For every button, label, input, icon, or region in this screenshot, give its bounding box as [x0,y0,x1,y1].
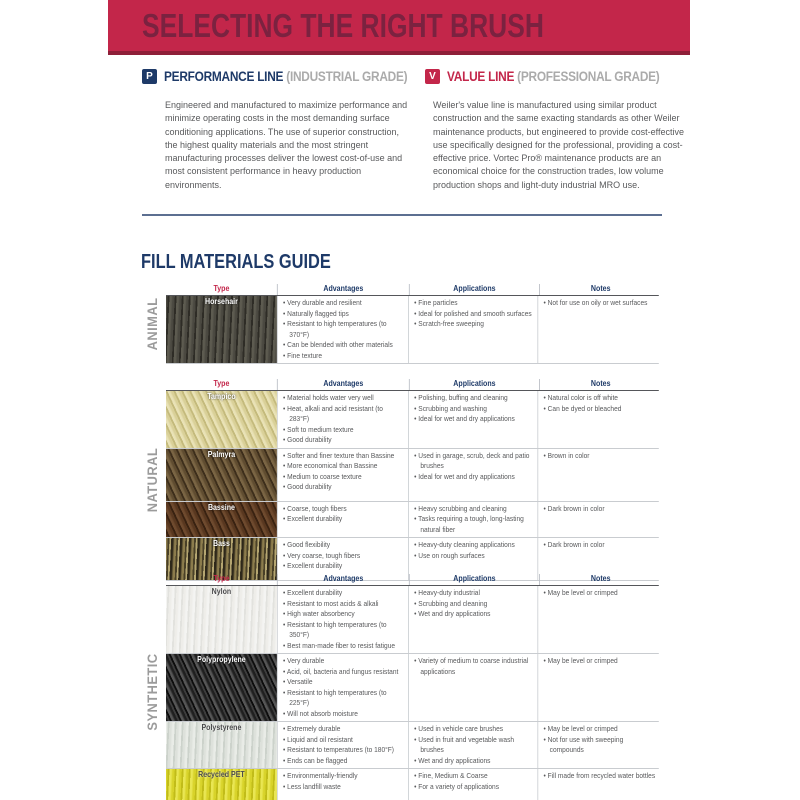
material-name: Bass [213,539,230,548]
material-swatch-image [166,296,277,363]
value-subtitle-text: (PROFESSIONAL GRADE) [517,69,660,84]
material-row-tampico [166,391,659,449]
material-name: Horsehair [204,297,238,306]
notes-cell [537,586,658,653]
advantages-item: • Coarse, tough fibers [283,503,347,513]
performance-line-heading [142,68,441,85]
applications-item: • For a variety of applications [414,781,500,791]
notes-cell [537,722,658,768]
applications-item: • Scratch-free sweeping [414,319,484,328]
advantages-item: • Very coarse, tough fibers [283,550,361,560]
advantages-item: • Resistant to temperatures (to 180°F) [283,745,395,754]
section-divider [142,214,662,216]
material-name: Polypropylene [197,655,246,664]
performance-badge-icon: P [142,69,157,84]
notes-item: • May be level or crimped [543,656,618,665]
column-header-notes: Notes [539,574,661,585]
material-row-nylon [166,586,659,654]
applications-cell [408,502,537,538]
material-section-synthetic [138,574,726,800]
value-line-description: Weiler's value line is manufactured using similar product construction and the same exacting standards as other Weiler maintenance products, but engineered to provide cost-effective use specifically designed for the professional, providing a cost-effective price. Vortec Pro® maintenance products are an economical choice for the construction trades, low volume production shops and light-duty industrial MRO use. [433,100,684,190]
advantages-item: • Less landfill waste [283,781,341,791]
notes-cell [537,296,658,363]
fill-materials-guide-title: FILL MATERIALS GUIDE [141,251,331,273]
material-swatch-image [166,769,277,800]
notes-item: • Brown in color [543,450,590,460]
advantages-item: • Softer and finer texture than Bassine [283,450,395,460]
material-swatch-image [166,586,277,653]
notes-cell [537,769,658,800]
applications-item: • Fine, Medium & Coarse [414,771,488,780]
advantages-item: • High water absorbency [283,609,355,618]
material-swatch-image [166,654,277,721]
performance-title-text: PERFORMANCE LINE [164,69,284,84]
applications-item: • Ideal for polished and smooth surfaces [414,308,532,318]
advantages-item: • Naturally flagged tips [283,308,349,318]
material-swatch-image [166,391,277,448]
advantages-item: • Very durable [283,656,325,665]
advantages-cell [277,391,408,448]
column-header-advantages: Advantages [277,574,409,585]
advantages-item: • Resistant to most acids & alkali [283,598,379,608]
material-name: Recycled PET [198,770,245,779]
advantages-item: • Good durability [283,435,332,444]
material-swatch-image [166,722,277,768]
advantages-item: • More economical than Bassine [283,461,378,470]
applications-item: • Used in garage, scrub, deck and patio brushes [414,450,530,470]
advantages-cell [277,502,408,538]
page-title: SELECTING THE RIGHT BRUSH [142,7,544,44]
notes-item: • May be level or crimped [543,724,618,733]
advantages-cell [277,722,408,768]
applications-item: • Variety of medium to coarse industrial applications [414,656,529,676]
applications-item: • Heavy-duty cleaning applications [414,540,515,549]
column-header-notes: Notes [539,284,661,295]
applications-cell [408,586,537,653]
applications-item: • Heavy-duty industrial [414,588,480,597]
page-header-banner [108,0,690,55]
material-row-bassine [166,502,659,539]
material-row-polypropylene [166,654,659,722]
notes-item: • Natural color is off white [543,393,618,402]
table-header-row [166,574,659,586]
column-header-applications: Applications [409,284,539,295]
material-name: Bassine [207,502,235,512]
section-side-column [138,574,166,800]
material-name: Palmyra [207,449,236,459]
column-header-applications: Applications [409,574,539,585]
material-name: Polystyrene [201,723,242,732]
applications-item: • Tasks requiring a tough, long-lasting natural fiber [414,514,524,534]
advantages-item: • Fine texture [283,350,323,360]
advantages-item: • Extremely durable [283,724,341,733]
applications-item: • Scrubbing and cleaning [414,598,488,608]
materials-table [166,284,659,364]
material-row-polystyrene [166,722,659,769]
advantages-item: • Can be blended with other materials [283,340,393,349]
advantages-item: • Resistant to high temperatures (to 370°F) [283,319,387,339]
performance-subtitle-text: (INDUSTRIAL GRADE) [286,69,408,84]
notes-item: • Dark brown in color [543,503,605,513]
value-line-title [447,69,660,84]
advantages-cell [277,769,408,800]
material-section-natural [138,379,726,581]
table-header-row [166,379,659,391]
advantages-item: • Very durable and resilient [283,298,362,307]
applications-item: • Wet and dry applications [414,755,491,765]
value-line-heading [425,68,688,85]
advantages-item: • Medium to coarse texture [283,471,362,481]
applications-item: • Fine particles [414,298,458,307]
column-header-type: Type [213,574,230,583]
applications-item: • Scrubbing and washing [414,403,487,413]
advantages-item: • Soft to medium texture [283,424,354,434]
performance-line-description: Engineered and manufactured to maximize performance and minimize operating costs in the most demanding surface conditioning applications. The use of superior construction, the highest quality materials and the most stringent manufacturing processes deliver the lowest cost-of-use and most consistent performance in heavy production environments. [165,100,408,190]
advantages-item: • Excellent durability [283,588,343,597]
materials-table [166,379,659,581]
applications-item: • Ideal for wet and dry applications [414,471,515,481]
material-row-horsehair [166,296,659,364]
advantages-item: • Heat, alkali and acid resistant (to 283°F) [283,403,383,423]
notes-cell [537,502,658,538]
advantages-item: • Resistant to high temperatures (to 350°F) [283,619,387,639]
notes-item: • Not for use with sweeping compounds [543,734,624,754]
advantages-item: • Resistant to high temperatures (to 225°F) [283,687,387,707]
column-header-type: Type [213,379,230,388]
material-section-animal [138,284,726,364]
table-header-row [166,284,659,296]
advantages-item: • Acid, oil, bacteria and fungus resistant [283,666,399,676]
applications-cell [408,296,537,363]
applications-cell [408,449,537,501]
value-badge-icon: V [425,69,440,84]
applications-cell [408,722,537,768]
applications-item: • Heavy scrubbing and cleaning [414,503,507,513]
applications-item: • Polishing, buffing and cleaning [414,393,508,402]
material-swatch-image [166,502,277,538]
advantages-item: • Excellent durability [283,561,343,570]
applications-item: • Used in vehicle care brushes [414,724,504,733]
performance-line-title [164,69,407,84]
applications-cell [408,769,537,800]
notes-cell [537,391,658,448]
advantages-cell [277,449,408,501]
value-title-text: VALUE LINE [447,69,515,84]
advantages-item: • Will not absorb moisture [283,708,358,718]
column-header-applications: Applications [409,379,539,390]
section-side-column [138,284,166,364]
notes-item: • May be level or crimped [543,588,618,597]
advantages-item: • Versatile [283,677,313,686]
column-header-advantages: Advantages [277,284,409,295]
section-side-column [138,379,166,581]
section-label-animal: ANIMAL [144,297,160,351]
material-row-recycled-pet [166,769,659,800]
material-row-palmyra [166,449,659,502]
material-swatch-image [166,449,277,501]
notes-item: • Can be dyed or bleached [543,403,622,413]
applications-item: • Used in fruit and vegetable wash brushes [414,734,515,754]
material-name: Tampico [207,392,236,401]
material-name: Nylon [211,587,232,596]
column-header-advantages: Advantages [277,379,409,390]
materials-table [166,574,659,800]
advantages-item: • Liquid and oil resistant [283,734,353,744]
advantages-cell [277,296,408,363]
applications-cell [408,654,537,721]
applications-item: • Ideal for wet and dry applications [414,414,515,423]
advantages-item: • Good flexibility [283,540,331,549]
section-label-natural: NATURAL [144,447,160,513]
advantages-item: • Excellent durability [283,514,343,523]
advantages-item: • Ends can be flagged [283,755,348,765]
notes-item: • Fill made from recycled water bottles [543,771,656,780]
advantages-cell [277,586,408,653]
column-header-notes: Notes [539,379,661,390]
applications-item: • Wet and dry applications [414,609,491,618]
section-label-synthetic: SYNTHETIC [144,653,160,731]
notes-item: • Not for use on oily or wet surfaces [543,298,648,307]
column-header-type: Type [213,284,230,293]
advantages-cell [277,654,408,721]
applications-item: • Use on rough surfaces [414,550,485,560]
advantages-item: • Environmentally-friendly [283,771,358,780]
notes-cell [537,654,658,721]
notes-cell [537,449,658,501]
advantages-item: • Material holds water very well [283,393,374,402]
applications-cell [408,391,537,448]
advantages-item: • Best man-made fiber to resist fatigue [283,640,396,650]
notes-item: • Dark brown in color [543,540,605,549]
advantages-item: • Good durability [283,482,332,491]
